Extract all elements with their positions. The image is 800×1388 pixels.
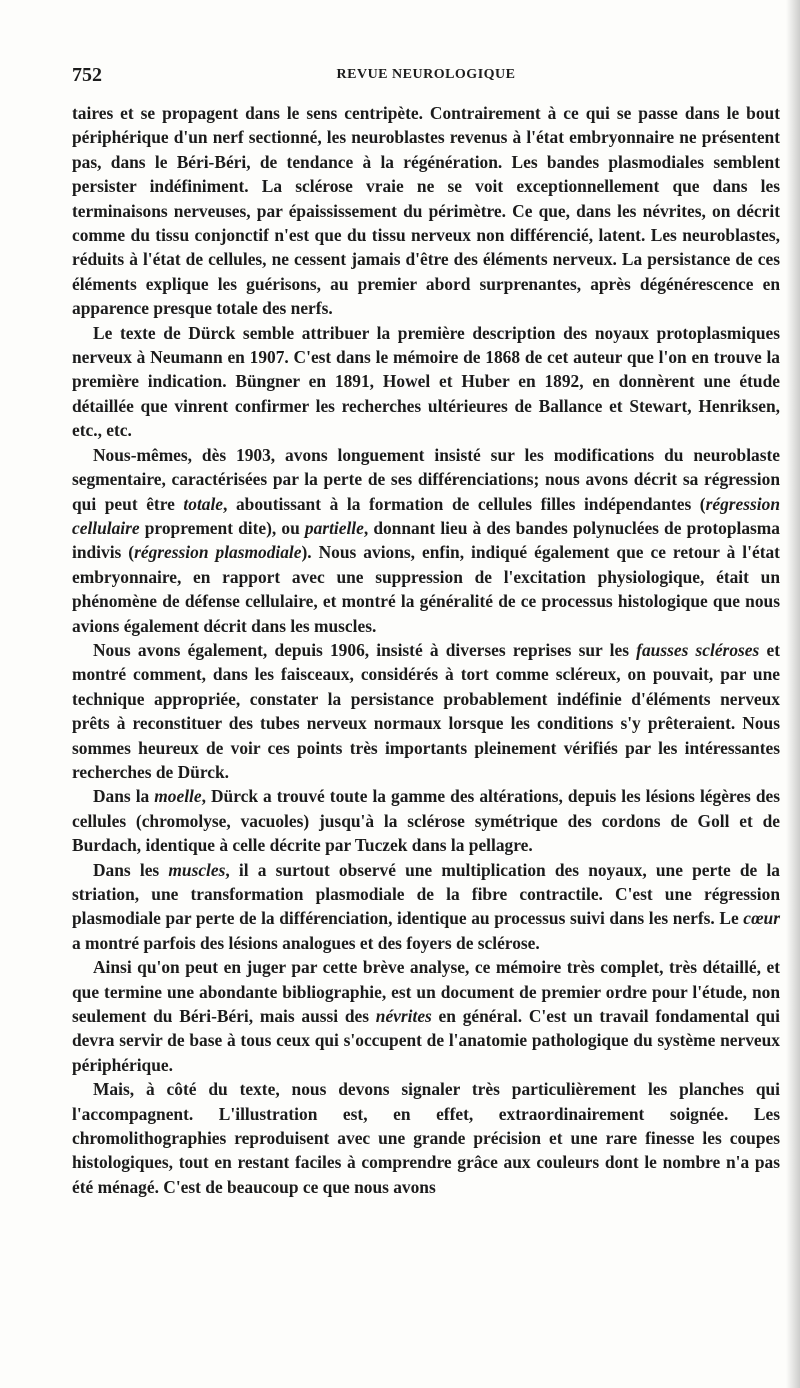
italic-term: totale	[183, 493, 224, 514]
paragraph	[72, 101, 780, 321]
text-run: en général. C'est un travail fondamental qui devra servir de base à tous ceux qui s'occupent de l'anatomie pathologique du système nerveux périphérique.	[72, 1006, 781, 1075]
text-run: ). Nous avions, enfin, indiqué également que ce retour à l'état embryonnaire, en rapport avec une suppression de l'excitation physiologique, était un phénomène de défense cellulaire, et montré la généralité de ce processus histologique que nous avions également décrit dans les muscles.	[72, 542, 780, 636]
text-run: Ainsi qu'on peut en juger par cette brève analyse, ce mémoire très complet, très détaillé, et que termine une abondante bibliographie, est un document de premier ordre pour l'étude, non seulement du Béri-Béri, mais aussi des	[72, 957, 780, 1027]
text-run: , il a surtout observé une multiplication des noyaux, une perte de la striation, une transformation plasmodiale de la fibre contractile. C'est une régression plasmodiale par perte de la différenciation, identique au processus suivi dans les nerfs. Le	[72, 859, 780, 929]
text-run: Mais, à côté du texte, nous devons signaler très particulièrement les planches qui l'accompagnent. L'illustration est, en effet, extraordinairement soignée. Les chromolithographies reproduisent avec une grande précision et une rare finesse les coupes histologiques, tout en restant faciles à comprendre grâce aux couleurs dont le nombre n'a pas été ménagé. C'est de beaucoup ce que nous avons	[72, 1079, 780, 1197]
paragraph	[72, 321, 780, 443]
text-run: Le texte de Dürck semble attribuer la première description des noyaux protoplasmiques nerveux à Neumann en 1907. C'est dans le mémoire de 1868 de cet auteur que l'on en trouve la première indication. Büngner en 1891, Howel et Huber en 1892, en donnèrent une étude détaillée que vinrent confirmer les recherches ultérieures de Ballance et Stewart, Henriksen, etc., etc.	[72, 322, 780, 441]
text-run: , donnant lieu à des bandes polynuclées de protoplasma indivis (	[72, 517, 780, 563]
text-run: Dans les	[93, 859, 169, 880]
article-body	[72, 101, 780, 1199]
page-edge-shadow	[786, 0, 800, 1388]
page-header	[72, 64, 780, 88]
text-run: Dans la	[93, 786, 155, 807]
text-run: Nous avons également, depuis 1906, insisté à diverses reprises sur les	[93, 639, 637, 660]
italic-term: régression plasmodiale	[134, 542, 302, 563]
italic-term: cœur	[743, 908, 780, 929]
paragraph	[72, 638, 780, 784]
italic-term: névrites	[375, 1006, 432, 1027]
text-run: , Dürck a trouvé toute la gamme des altérations, depuis les lésions légères des cellules (chromolyse, vacuoles) jusqu'à la sclérose symétrique des cordons de Goll et de Burdach, identique à celle décrite par Tuczek dans la pellagre.	[72, 786, 780, 856]
paragraph	[72, 858, 780, 956]
running-title: REVUE NEUROLOGIQUE	[336, 67, 516, 82]
italic-term: moelle	[154, 786, 202, 807]
italic-term: régression cellulaire	[72, 493, 780, 538]
text-run: , aboutissant à la formation de cellules filles indépendantes (	[223, 493, 706, 514]
italic-term: fausses scléroses	[636, 639, 760, 660]
text-run: taires et se propagent dans le sens centripète. Contrairement à ce qui se passe dans le bout périphérique d'un nerf sectionné, les neuroblastes revenus à l'état embryonnaire ne présentent pas, dans le Béri-Béri, de tendance à la régénération. Les bandes plasmodiales semblent persister indéfiniment. La sclérose vraie ne se voit exceptionnellement que dans les terminaisons nerveuses, par épaississement du périmètre. Ce que, dans les névrites, on décrit comme du tissu conjonctif n'est que du tissu nerveux non différencié, latent. Les neuroblastes, réduits à l'état de cellules, ne cessent jamais d'être des éléments nerveux. La persistance de ces éléments explique les guérisons, au premier abord surprenantes, après dégénérescence en apparence presque totale des nerfs.	[72, 103, 780, 319]
page-number: 752	[72, 64, 102, 86]
paragraph	[72, 784, 780, 857]
text-run: proprement dite), ou	[139, 517, 305, 538]
italic-term: partielle	[304, 517, 364, 538]
paragraph	[72, 443, 780, 638]
paragraph	[72, 955, 780, 1077]
italic-term: muscles	[168, 859, 226, 880]
paragraph	[72, 1077, 780, 1199]
text-run: a montré parfois des lésions analogues et des foyers de sclérose.	[72, 932, 540, 953]
text-run: et montré comment, dans les faisceaux, considérés à tort comme scléreux, on pouvait, par une technique appropriée, constater la persistance probablement indéfinie d'éléments nerveux prêts à reconstituer des tubes nerveux normaux lorsque les conditions s'y prêteraient. Nous sommes heureux de voir ces points très importants pleinement vérifiés par les intéressantes recherches de Dürck.	[72, 639, 780, 782]
text-run: Nous-mêmes, dès 1903, avons longuement insisté sur les modifications du neuroblaste segmentaire, caractérisées par la perte de ses différenciations; nous avons décrit sa régression qui peut être	[72, 444, 780, 514]
